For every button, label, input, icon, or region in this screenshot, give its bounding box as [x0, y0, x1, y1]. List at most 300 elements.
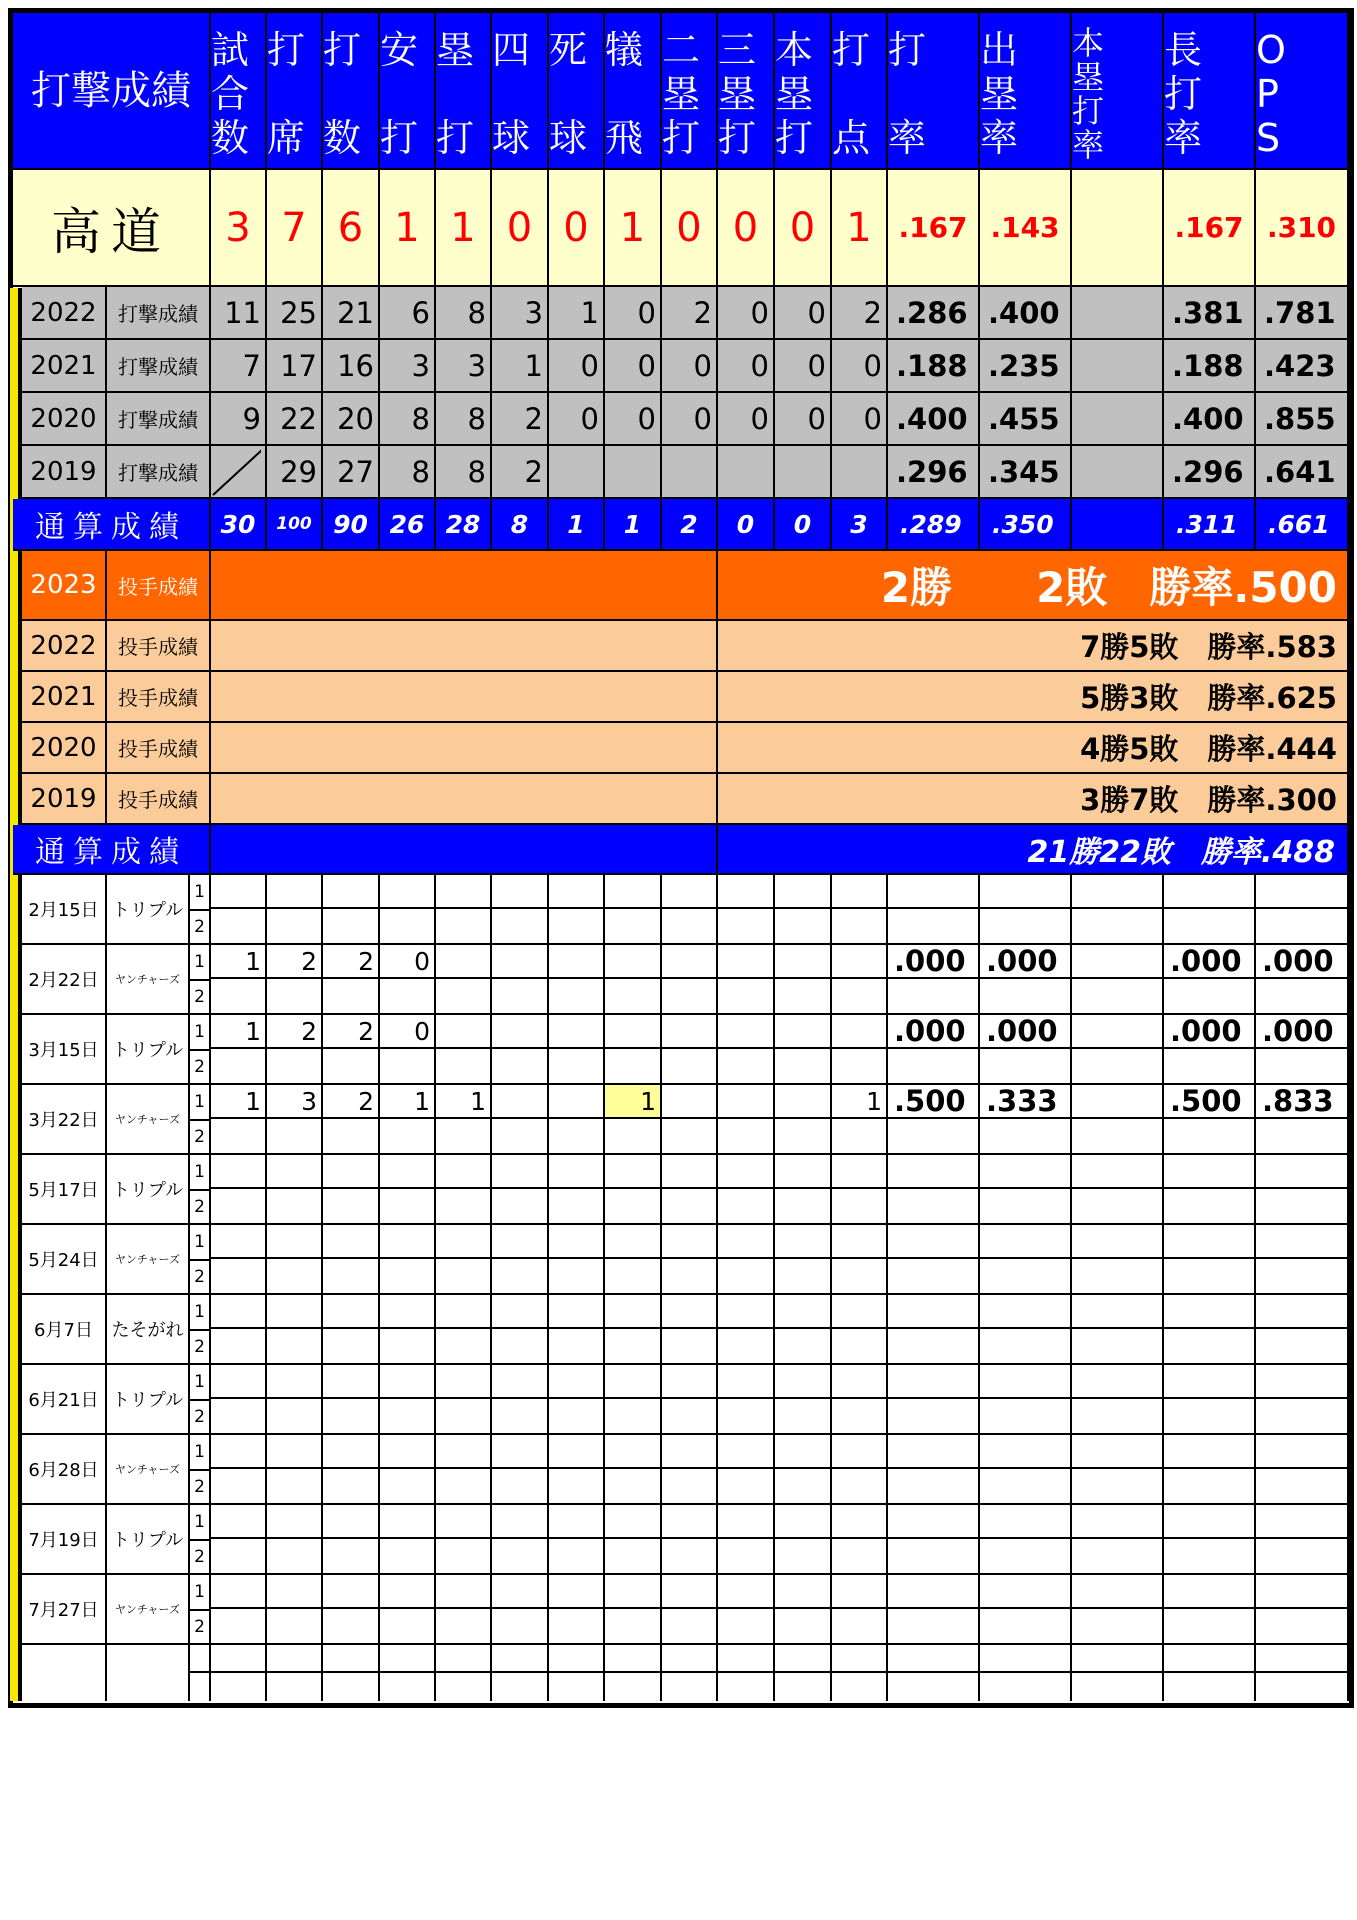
pitching-history-row [22, 672, 1349, 723]
game-stat [380, 1155, 436, 1223]
game-date: 2月15日 [22, 875, 107, 943]
pitching-total-row [13, 825, 1349, 875]
history-label: 打撃成績 [107, 340, 211, 391]
header-char: 席 [267, 115, 306, 160]
game-index [190, 1155, 211, 1223]
game-stat-value [775, 1225, 830, 1259]
game-stat [380, 1575, 436, 1643]
game-stat [436, 1225, 492, 1293]
game-row [22, 875, 1349, 945]
empty-cell [1164, 1645, 1256, 1701]
history-stat: 0 [718, 340, 775, 391]
game-stat-value [380, 1435, 434, 1469]
history-stat: 2 [492, 446, 549, 497]
player-rate: .143 [980, 170, 1072, 285]
game-stat-value [492, 1365, 547, 1399]
game-stat [775, 875, 832, 943]
game-rate-second [1072, 979, 1162, 1013]
game-stat-value [775, 875, 830, 909]
game-stat [662, 1015, 718, 1083]
game-rate [980, 1155, 1072, 1223]
game-stat [323, 1015, 380, 1083]
game-stat-value [323, 1225, 378, 1259]
game-rate-second [1164, 1329, 1254, 1363]
game-rate-value [1072, 1225, 1162, 1259]
game-stat-value [605, 1575, 660, 1609]
batting-history-row [22, 446, 1349, 499]
game-stat [211, 1015, 267, 1083]
game-stat-value [380, 875, 434, 909]
game-rate-second [1256, 1539, 1347, 1573]
game-stat [323, 1085, 380, 1153]
game-stat [549, 945, 605, 1013]
batting-total-stat: 1 [549, 499, 605, 549]
game-stat-value [211, 1365, 265, 1399]
history-stat: 3 [380, 340, 436, 391]
game-stat-value [718, 1015, 773, 1049]
game-stat [775, 1155, 832, 1223]
header-char: 四 [492, 27, 531, 72]
game-index [190, 1435, 211, 1503]
game-stat [605, 1365, 662, 1433]
game-rate-second [1164, 1609, 1254, 1643]
game-rate-second [888, 1469, 978, 1503]
game-stat [605, 1155, 662, 1223]
header-char: 打 [1072, 91, 1105, 130]
game-stat-value [323, 1155, 378, 1189]
game-stat [211, 1505, 267, 1573]
game-rate [1072, 875, 1164, 943]
game-stat-value: 1 [380, 1085, 434, 1119]
header-char: 打 [775, 115, 814, 160]
history-stat: 0 [775, 287, 832, 338]
game-stat-value: 0 [380, 1015, 434, 1049]
game-stat [380, 1015, 436, 1083]
game-stat-value [492, 1085, 547, 1119]
pitching-history-record: 5勝3敗 勝率.625 [718, 672, 1349, 721]
game-row [22, 1435, 1349, 1505]
game-stat [549, 1085, 605, 1153]
game-index [190, 1505, 211, 1573]
game-rate-value [1072, 1085, 1162, 1119]
game-rate-second [1072, 1539, 1162, 1573]
empty-cell [267, 1645, 323, 1701]
history-rate: .188 [888, 340, 980, 391]
game-stat-second [436, 1469, 490, 1503]
header-char: 塁 [980, 71, 1019, 116]
history-year: 2020 [22, 393, 107, 444]
game-rate-second [980, 1609, 1070, 1643]
game-stat [775, 1085, 832, 1153]
history-rate: .423 [1256, 340, 1349, 391]
game-stat [323, 1505, 380, 1573]
game-stat [436, 1365, 492, 1433]
game-stat [662, 1365, 718, 1433]
batting-total-label: 通算成績 [13, 499, 211, 549]
game-stat-value [718, 1085, 773, 1119]
player-stat: 1 [605, 170, 662, 285]
history-year: 2022 [22, 287, 107, 338]
history-stat: 29 [267, 446, 323, 497]
game-rate-second [1072, 1609, 1162, 1643]
game-stat [775, 1295, 832, 1363]
history-stat [549, 446, 605, 497]
game-stat-second [662, 1189, 716, 1223]
pitching-history-year: 2020 [22, 723, 107, 772]
diagonal-slash [211, 447, 261, 497]
game-stat [492, 1225, 549, 1293]
game-stat [267, 1295, 323, 1363]
game-stat [492, 1295, 549, 1363]
game-stat-second [662, 1399, 716, 1433]
game-stat-value [775, 945, 830, 979]
header-char [267, 72, 279, 116]
game-stat [323, 875, 380, 943]
game-stat-second [211, 1259, 265, 1293]
game-stat-value [718, 1435, 773, 1469]
header-col-8 [662, 13, 718, 168]
game-rate [1072, 1365, 1164, 1433]
game-stat [605, 875, 662, 943]
player-rate: .310 [1256, 170, 1349, 285]
game-row [22, 1575, 1349, 1645]
game-stat [832, 875, 888, 943]
game-stat-value [662, 1015, 716, 1049]
game-stat-second [549, 1609, 603, 1643]
batting-history-row [22, 393, 1349, 446]
header-char: 塁 [718, 71, 757, 116]
game-stat [775, 1225, 832, 1293]
game-rate-second [1256, 1189, 1347, 1223]
game-stat-second [436, 1119, 490, 1153]
game-stat-second [549, 1329, 603, 1363]
game-rate-value [980, 875, 1070, 909]
game-stat-second [323, 1049, 378, 1083]
game-rate-second [1256, 1469, 1347, 1503]
history-stat: 2 [832, 287, 888, 338]
game-rate [980, 1085, 1072, 1153]
empty-cell [436, 1645, 492, 1701]
game-stat-value [662, 945, 716, 979]
game-stat [211, 1155, 267, 1223]
game-rate [1164, 1155, 1256, 1223]
game-stat-second [605, 1539, 660, 1573]
empty-cell [492, 1645, 549, 1701]
header-char: 数 [323, 115, 362, 160]
game-date: 6月28日 [22, 1435, 107, 1503]
game-stat-value: 1 [436, 1085, 490, 1119]
history-label: 打撃成績 [107, 287, 211, 338]
player-stat: 0 [718, 170, 775, 285]
game-stat-second [662, 909, 716, 943]
game-rate [888, 1295, 980, 1363]
history-stat: 27 [323, 446, 380, 497]
game-rate-value [1072, 1505, 1162, 1539]
game-rate-second [980, 1469, 1070, 1503]
empty-cell [107, 1645, 190, 1701]
game-date: 6月7日 [22, 1295, 107, 1363]
game-stat-second [436, 1539, 490, 1573]
game-stat-second [323, 1469, 378, 1503]
game-stat [380, 1505, 436, 1573]
pitching-history-blank [211, 723, 718, 772]
game-stat-second [267, 1119, 321, 1153]
game-stat-value: 3 [267, 1085, 321, 1119]
game-stat-second [323, 1259, 378, 1293]
header-col-0 [211, 13, 267, 168]
game-stat-value [605, 1225, 660, 1259]
game-stat-second [323, 1609, 378, 1643]
game-stat [775, 1505, 832, 1573]
game-rate [1072, 1435, 1164, 1503]
game-stat [492, 1015, 549, 1083]
game-stat-second [605, 1119, 660, 1153]
game-rate-value [888, 1225, 978, 1259]
game-stat-value [605, 875, 660, 909]
empty-cell [605, 1645, 662, 1701]
game-rate-second [1072, 1329, 1162, 1363]
game-stat-value: 1 [832, 1085, 886, 1119]
game-rate-value: .000 [888, 945, 978, 979]
game-stat-value [267, 875, 321, 909]
batting-total-stat: 0 [718, 499, 775, 549]
game-rate [888, 875, 980, 943]
game-stat-value [492, 1295, 547, 1329]
game-stat [211, 945, 267, 1013]
header-char: 打 [267, 27, 306, 72]
game-stat-value [436, 1575, 490, 1609]
batting-total-stat: 90 [323, 499, 380, 549]
game-stat [267, 1505, 323, 1573]
game-stat [492, 1085, 549, 1153]
game-rate [980, 875, 1072, 943]
game-stat-second [436, 1609, 490, 1643]
game-rate [1164, 1575, 1256, 1643]
pitching-history-blank [211, 621, 718, 670]
game-team: トリプル [107, 875, 190, 943]
history-rate [1072, 340, 1164, 391]
empty-cell [980, 1645, 1072, 1701]
player-rate [1072, 170, 1164, 285]
game-row [22, 1015, 1349, 1085]
game-stat [380, 875, 436, 943]
game-stat-value: 0 [380, 945, 434, 979]
game-stat-second [211, 1539, 265, 1573]
game-rate [888, 1015, 980, 1083]
header-col-16 [1256, 13, 1349, 168]
game-stat-second [492, 1469, 547, 1503]
header-char: 球 [492, 115, 531, 160]
batting-total-row [13, 499, 1349, 551]
game-stat [605, 1575, 662, 1643]
pitching-history-label: 投手成績 [107, 621, 211, 670]
game-stat-value [832, 1505, 886, 1539]
game-stat-second [492, 1609, 547, 1643]
game-stat-second [380, 909, 434, 943]
game-stat-second [832, 1259, 886, 1293]
empty-cell [1256, 1645, 1349, 1701]
header-col-4 [436, 13, 492, 168]
game-stat-value [436, 945, 490, 979]
game-stat [436, 1015, 492, 1083]
game-rate-second [1164, 1049, 1254, 1083]
game-team: たそがれ [107, 1295, 190, 1363]
game-stat-second [775, 1609, 830, 1643]
game-date: 7月27日 [22, 1575, 107, 1643]
game-rate-second [1164, 1539, 1254, 1573]
game-rate-second [888, 1049, 978, 1083]
game-stat-second [267, 909, 321, 943]
game-rate-second [980, 1539, 1070, 1573]
game-stat [718, 1575, 775, 1643]
game-stat [605, 1435, 662, 1503]
header-char: S [1256, 115, 1281, 160]
game-stat-second [323, 1399, 378, 1433]
history-stat: 11 [211, 287, 267, 338]
game-rate-second [1256, 1259, 1347, 1293]
game-stat-second [775, 1399, 830, 1433]
game-stat-second [549, 1469, 603, 1503]
game-stat [832, 1435, 888, 1503]
game-stat-second [662, 979, 716, 1013]
game-stat [832, 1225, 888, 1293]
history-year: 2021 [22, 340, 107, 391]
empty-cell [832, 1645, 888, 1701]
game-stat-value [549, 1015, 603, 1049]
game-stat-value [380, 1295, 434, 1329]
header-char: 率 [1164, 115, 1203, 160]
game-stat-second [832, 1399, 886, 1433]
batting-total-stat: 30 [211, 499, 267, 549]
game-stat-value [323, 1575, 378, 1609]
history-stat: 0 [718, 287, 775, 338]
game-stat [323, 1155, 380, 1223]
header-char: 率 [1072, 125, 1105, 164]
game-rate-value [980, 1295, 1070, 1329]
header-char: 打 [888, 27, 927, 72]
game-index [190, 1365, 211, 1433]
game-stat-second [492, 979, 547, 1013]
game-stat [380, 1085, 436, 1153]
game-stat [718, 945, 775, 1013]
header-col-1 [267, 13, 323, 168]
game-stat-second [718, 1049, 773, 1083]
game-rate [1072, 1225, 1164, 1293]
game-stat-second [662, 1609, 716, 1643]
history-stat [605, 446, 662, 497]
empty-cell [888, 1645, 980, 1701]
header-row [13, 13, 1349, 170]
header-char: P [1256, 71, 1279, 116]
game-stat-value [662, 875, 716, 909]
game-row [22, 1505, 1349, 1575]
game-stat [718, 1365, 775, 1433]
game-date: 3月22日 [22, 1085, 107, 1153]
game-stat [775, 1015, 832, 1083]
pitching-record: 2勝 2敗 勝率.500 [718, 551, 1349, 619]
history-stat: 2 [492, 393, 549, 444]
history-stat: 8 [436, 446, 492, 497]
game-stat-value [718, 875, 773, 909]
history-year: 2019 [22, 446, 107, 497]
game-rate [888, 1225, 980, 1293]
game-rate [1072, 1155, 1164, 1223]
game-stat-second [775, 979, 830, 1013]
game-rate-second [980, 909, 1070, 943]
header-col-10 [775, 13, 832, 168]
game-rate [980, 1435, 1072, 1503]
game-stat [662, 1155, 718, 1223]
game-rate-value [888, 875, 978, 909]
game-rate [1256, 1505, 1349, 1573]
history-stat: 21 [323, 287, 380, 338]
game-rate-value [1256, 1295, 1347, 1329]
pitching-history-blank [211, 672, 718, 721]
game-stat-second [662, 1469, 716, 1503]
game-rate [888, 945, 980, 1013]
game-stat-value [323, 1295, 378, 1329]
game-sub-index: 1 [194, 1511, 205, 1532]
game-stat-second [380, 1609, 434, 1643]
game-rate-second [888, 1539, 978, 1573]
game-row [22, 1085, 1349, 1155]
game-stat-second [380, 1049, 434, 1083]
game-stat-value [267, 1505, 321, 1539]
game-rate-second [888, 979, 978, 1013]
game-stat-second [267, 1329, 321, 1363]
game-stat [549, 1435, 605, 1503]
game-stat-second [775, 1329, 830, 1363]
history-stat: 7 [211, 340, 267, 391]
header-char [436, 72, 448, 116]
game-stat-value [775, 1365, 830, 1399]
game-sub-index: 1 [194, 1441, 205, 1462]
game-stat-value [267, 1155, 321, 1189]
batting-total-stat: 3 [832, 499, 888, 549]
game-sub-index: 2 [190, 979, 209, 1013]
game-stat-second [662, 1259, 716, 1293]
game-rate-value [1072, 1015, 1162, 1049]
game-stat-second [775, 1259, 830, 1293]
game-rate [1256, 1575, 1349, 1643]
game-rate [1256, 945, 1349, 1013]
game-stat [832, 945, 888, 1013]
game-sub-index: 1 [194, 1091, 205, 1112]
game-stat [549, 1575, 605, 1643]
game-rate [888, 1365, 980, 1433]
game-rate [1164, 1085, 1256, 1153]
game-stat-second [323, 1329, 378, 1363]
game-stat-second [267, 1399, 321, 1433]
game-stat-second [775, 1189, 830, 1223]
game-stat-second [549, 1539, 603, 1573]
pitching-history-record: 4勝5敗 勝率.444 [718, 723, 1349, 772]
player-stat: 1 [436, 170, 492, 285]
pitching-history-label: 投手成績 [107, 672, 211, 721]
game-stat-second [832, 1469, 886, 1503]
game-stat [211, 1225, 267, 1293]
history-stat [662, 446, 718, 497]
game-stat [492, 945, 549, 1013]
game-rate-value [888, 1575, 978, 1609]
game-stat-value: 2 [323, 1015, 378, 1049]
game-stat-value [718, 945, 773, 979]
header-char: 打 [380, 115, 419, 160]
game-stat-second [323, 1119, 378, 1153]
header-char: 二 [662, 27, 701, 72]
game-stat-second [718, 1189, 773, 1223]
history-rate: .400 [980, 287, 1072, 338]
